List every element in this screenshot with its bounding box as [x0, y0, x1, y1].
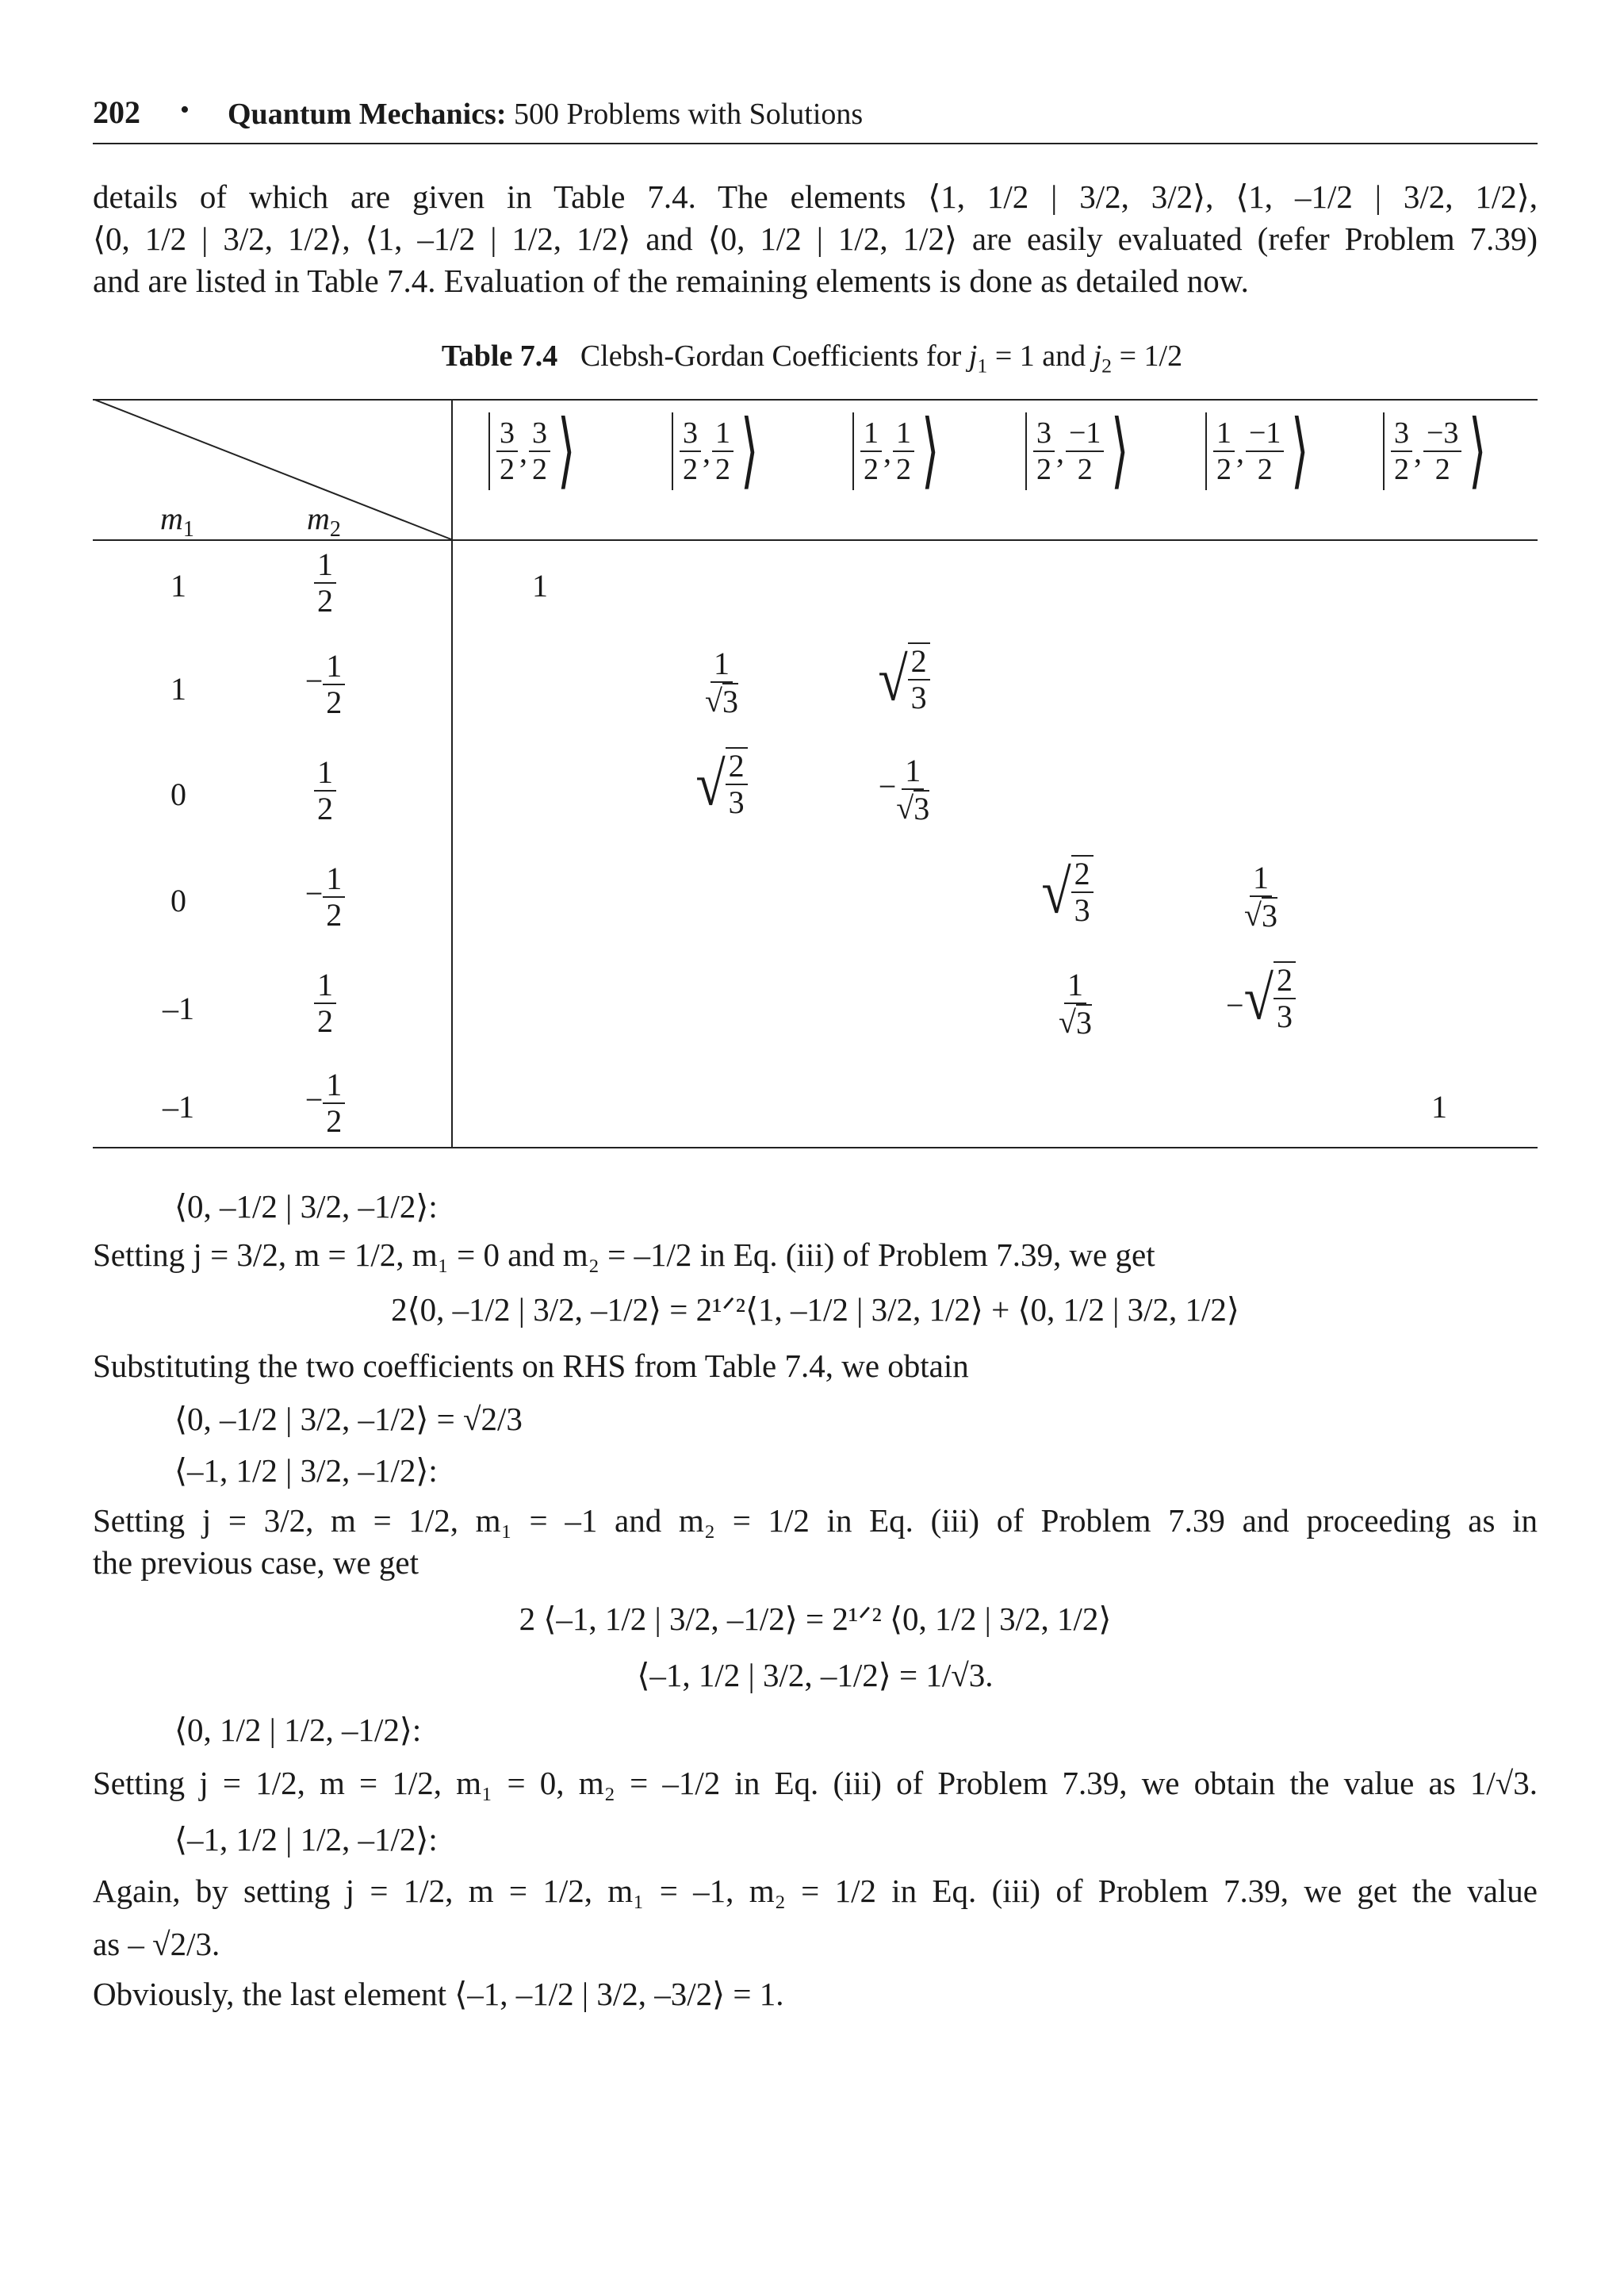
m2-header: $m_2$ [307, 500, 341, 542]
section-1-result: ⟨0, –1/2 | 3/2, –1/2⟩ = √2/3 [174, 1401, 523, 1437]
section-4-text-1: Again, by setting j = 1/2, m = 1/2, m₁ = –1, m₂ = 1/2 in Eq. (iii) of Problem 7.39, we get the value [93, 1873, 1538, 1909]
section-1-text: Setting j = 3/2, m = 1/2, m₁ = 0 and m₂ = –1/2 in Eq. (iii) of Problem 7.39, we get [93, 1236, 1155, 1273]
section-5-text: Obviously, the last element ⟨–1, –1/2 | 3/2, –3/2⟩ = 1. [93, 1976, 784, 2012]
book-title-bold: Quantum Mechanics: [228, 98, 507, 131]
intro-line-3: and are listed in Table 7.4. Evaluation of the remaining elements is done as detailed now. [93, 263, 1249, 299]
section-2-equation-2: ⟨–1, 1/2 | 3/2, –1/2⟩ = 1/√3. [637, 1657, 994, 1693]
book-title [228, 97, 863, 132]
row-6-m2: − $\frac{1}{2}$ [285, 1068, 365, 1139]
row-1-m1: 1 [170, 568, 186, 604]
row-5-m1: –1 [163, 991, 194, 1026]
cg-entry-r4-c5: 1 √ 3 [1244, 860, 1277, 934]
ket-header-5: $\frac{1}{2}$ , $\frac{-1}{2}$ ⟩ [1205, 412, 1316, 494]
section-4-text-2: as – √2/3. [93, 1926, 220, 1962]
table-diagonal-rule [93, 399, 453, 540]
section-3-text: Setting j = 1/2, m = 1/2, m₁ = 0, m₂ = –1/2 in Eq. (iii) of Problem 7.39, we obtain the value as 1/√3. [93, 1765, 1538, 1801]
sqrt-icon: √ 3 [705, 683, 738, 719]
cg-entry-r5-c5: − √ $\frac{2}{3}$ [1205, 961, 1316, 1034]
row-2-m1: 1 [170, 671, 186, 707]
ket-header-6: $\frac{3}{2}$ , $\frac{-3}{2}$ ⟩ [1383, 412, 1494, 494]
ket-header-2: $\frac{3}{2}$ , $\frac{1}{2}$ ⟩ [672, 412, 766, 494]
page-number: 202 [93, 94, 140, 130]
section-1-substitution: Substituting the two coefficients on RHS from Table 7.4, we obtain [93, 1348, 969, 1384]
table-bottom-rule [93, 1147, 1538, 1148]
intro-line-1: details of which are given in Table 7.4. The elements ⟨1, 1/2 | 3/2, 3/2⟩, ⟨1, –1/2 | 3/2, 1/2⟩, [93, 178, 1538, 215]
cg-entry-r5-c4: 1 √ 3 [1059, 967, 1092, 1041]
ket-header-3: $\frac{1}{2}$ , $\frac{1}{2}$ ⟩ [852, 412, 947, 494]
row-1-m2: $\frac{1}{2}$ [285, 547, 365, 619]
cg-entry-r2-c2: 1 √ 3 [705, 646, 738, 719]
book-title-rest: 500 Problems with Solutions [514, 98, 864, 131]
row-3-m1: 0 [170, 776, 186, 812]
table-caption [0, 339, 1624, 378]
row-3-m2: $\frac{1}{2}$ [285, 755, 365, 826]
m1-header: $m_1$ [160, 500, 194, 542]
row-5-m2: $\frac{1}{2}$ [285, 968, 365, 1039]
intro-line-2: ⟨0, 1/2 | 3/2, 1/2⟩, ⟨1, –1/2 | 1/2, 1/2⟩ and ⟨0, 1/2 | 1/2, 1/2⟩ are easily evaluated (refer Problem 7.39) [93, 220, 1538, 257]
sqrt-icon: √ [695, 749, 726, 819]
row-6-m1: –1 [163, 1089, 194, 1125]
section-1-heading: ⟨0, –1/2 | 3/2, –1/2⟩: [174, 1188, 438, 1225]
ket-header-1: $\frac{3}{2}$ , $\frac{3}{2}$ ⟩ [488, 412, 583, 494]
section-1-equation: 2⟨0, –1/2 | 3/2, –1/2⟩ = 2¹ᐟ²⟨1, –1/2 | 3/2, 1/2⟩ + ⟨0, 1/2 | 3/2, 1/2⟩ [391, 1291, 1239, 1328]
sqrt-icon: √ [878, 644, 908, 714]
bullet-separator: • [180, 95, 190, 125]
ket-header-4: $\frac{3}{2}$ , $\frac{-1}{2}$ ⟩ [1025, 412, 1136, 494]
section-2-heading: ⟨–1, 1/2 | 3/2, –1/2⟩: [174, 1452, 438, 1489]
cg-entry-r6-c6: 1 [1431, 1089, 1447, 1125]
running-head [93, 94, 1538, 144]
section-3-heading: ⟨0, 1/2 | 1/2, –1/2⟩: [174, 1712, 422, 1748]
row-4-m1: 0 [170, 883, 186, 918]
table-caption-label: Table 7.4 [441, 339, 558, 373]
table-caption-text: Clebsh-Gordan Coefficients for $j_1 = 1$ and $j_2 = 1/2$ [580, 339, 1183, 378]
cg-entry-r1-c1: 1 [532, 568, 548, 604]
derivation-body [93, 1186, 1538, 2015]
row-4-m2: − $\frac{1}{2}$ [285, 861, 365, 933]
section-4-heading: ⟨–1, 1/2 | 1/2, –1/2⟩: [174, 1821, 438, 1858]
cg-entry-r4-c4: √ $\frac{2}{3}$ [1028, 855, 1107, 928]
row-2-m2: − $\frac{1}{2}$ [285, 649, 365, 720]
cg-entry-r3-c3: − 1 √ 3 [878, 753, 930, 826]
sqrt-icon: √ [1243, 963, 1274, 1033]
section-2-text-2: the previous case, we get [93, 1544, 419, 1581]
sqrt-icon: √ [1041, 857, 1071, 926]
intro-paragraph [93, 176, 1538, 302]
section-2-text-1: Setting j = 3/2, m = 1/2, m₁ = –1 and m₂ = 1/2 in Eq. (iii) of Problem 7.39 and proceeding as in [93, 1502, 1538, 1539]
cg-entry-r3-c2: √ $\frac{2}{3}$ [682, 747, 761, 820]
cg-entry-r2-c3: √ $\frac{2}{3}$ [864, 642, 944, 715]
section-2-equation-1: 2 ⟨–1, 1/2 | 3/2, –1/2⟩ = 2¹ᐟ² ⟨0, 1/2 | 3/2, 1/2⟩ [519, 1601, 1112, 1637]
